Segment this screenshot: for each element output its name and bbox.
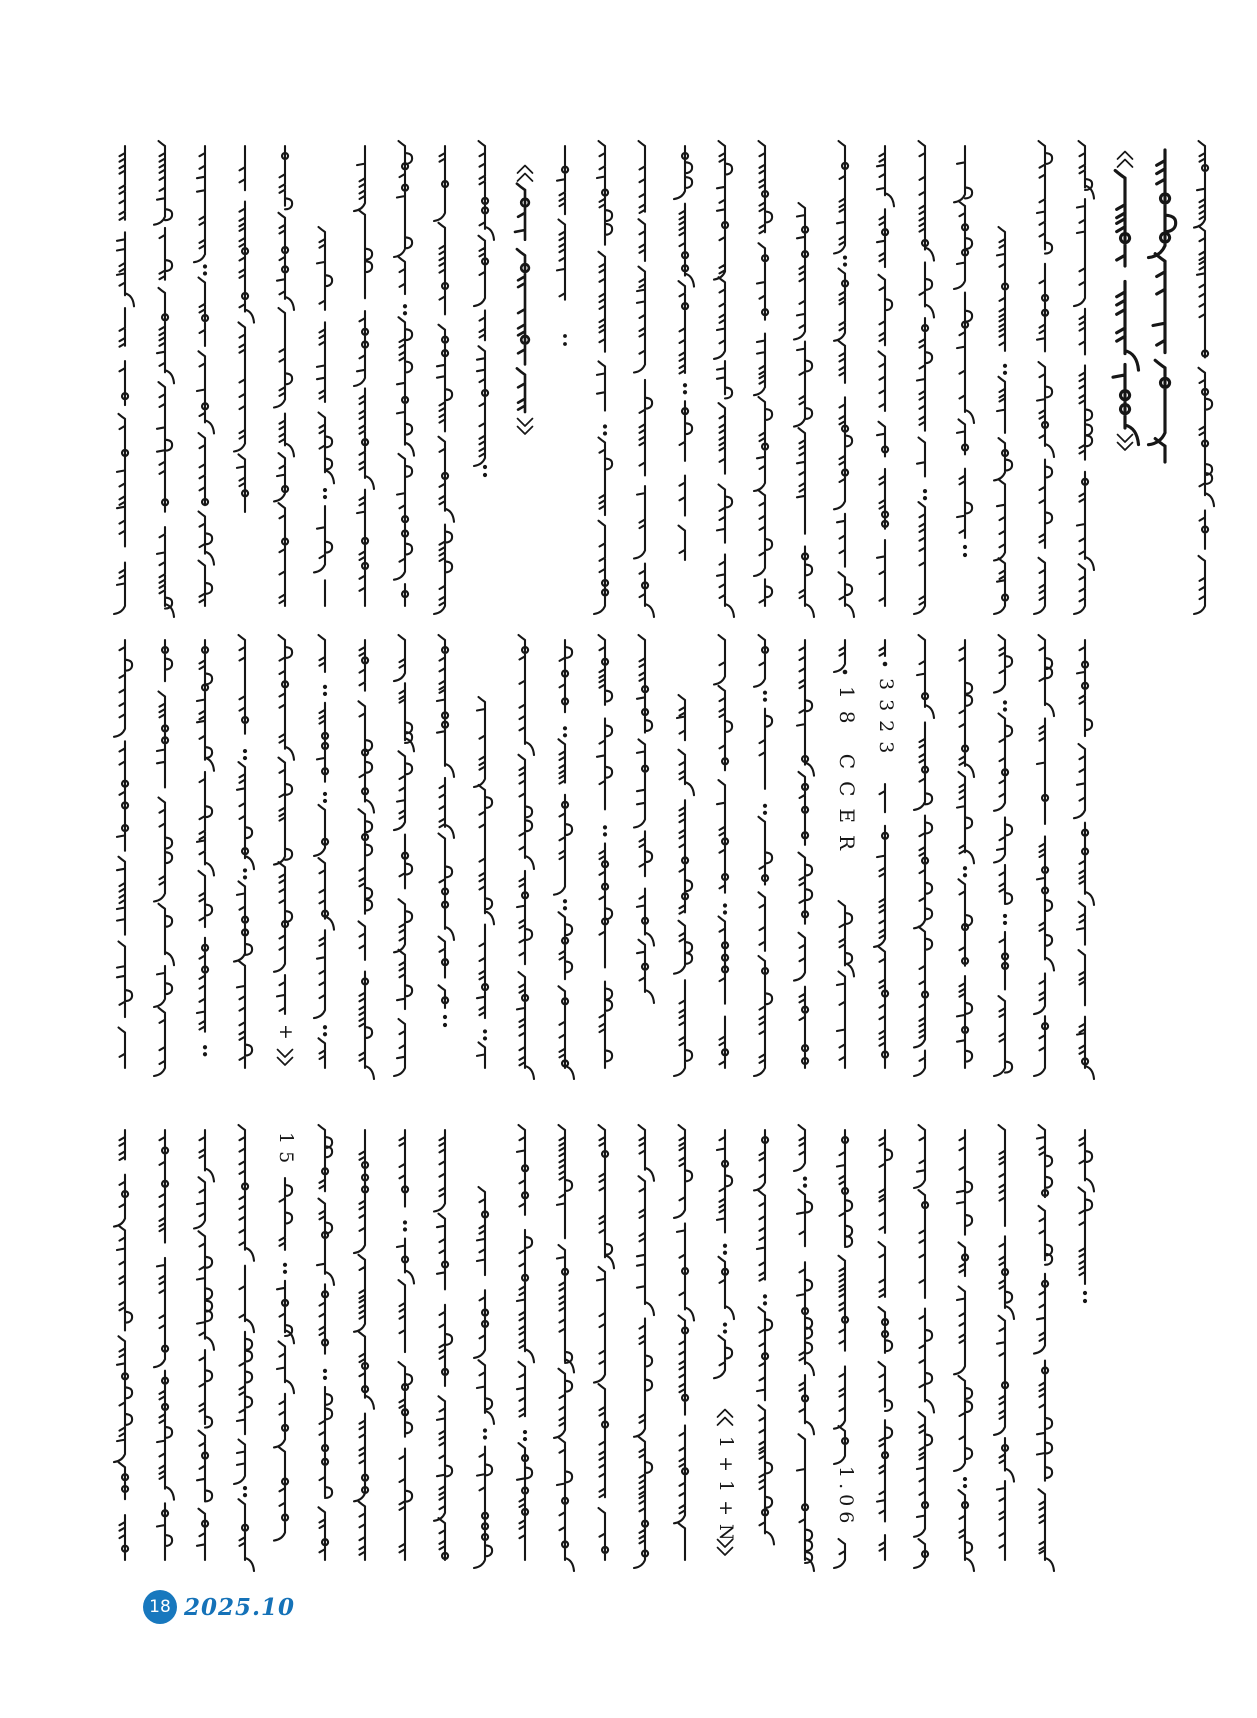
issue-label: 2025.10 (184, 1593, 296, 1621)
embedded-token: 18 CCER (835, 686, 859, 863)
embedded-token: 3323 (875, 678, 897, 763)
embedded-token: 15 (275, 1132, 297, 1171)
page-number-badge (143, 1590, 177, 1624)
embedded-token: 1+1+N (715, 1436, 737, 1549)
footer (143, 1589, 295, 1625)
embedded-token: + (275, 1024, 297, 1046)
embedded-token: 1.06 (835, 1466, 857, 1529)
page-number: 18 (149, 1597, 171, 1617)
